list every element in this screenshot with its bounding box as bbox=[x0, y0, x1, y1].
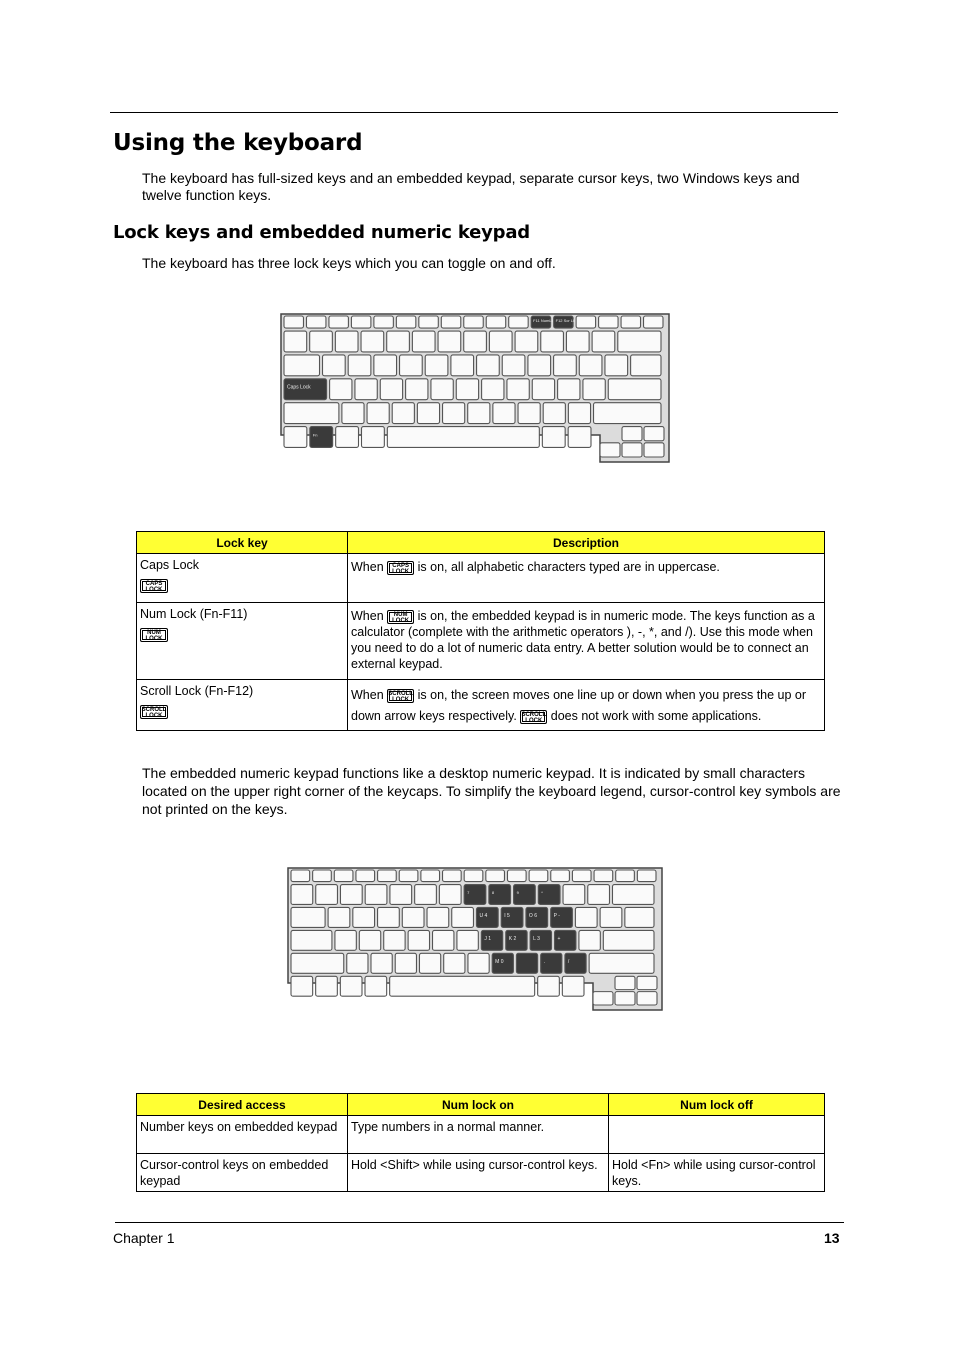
column-header: Num lock on bbox=[348, 1094, 609, 1116]
key bbox=[637, 976, 657, 989]
footer-chapter: Chapter 1 bbox=[113, 1230, 175, 1246]
key bbox=[452, 907, 474, 927]
table-cell: Hold <Shift> while using cursor-control keys. bbox=[348, 1154, 609, 1192]
lock-keys-table bbox=[136, 531, 825, 731]
function-key bbox=[441, 316, 460, 328]
keyboard-embedded-keypad-figure bbox=[287, 867, 663, 1011]
key bbox=[562, 976, 584, 996]
key-label: . bbox=[543, 958, 546, 965]
key bbox=[507, 379, 529, 400]
scroll-lock-f12-key bbox=[554, 316, 575, 328]
key bbox=[406, 379, 428, 400]
keycap-text: LOCK bbox=[145, 636, 163, 642]
key bbox=[361, 331, 384, 352]
key bbox=[583, 379, 605, 400]
intro-paragraph: The keyboard has full-sized keys and an embedded keypad, separate cursor keys, two Windows keys and twelve function keys. bbox=[142, 170, 800, 203]
key-label: Fn bbox=[312, 432, 318, 438]
table-cell: Hold <Fn> while using cursor-control keys. bbox=[609, 1154, 825, 1192]
function-key bbox=[599, 316, 618, 328]
keycap-text: LOCK bbox=[145, 587, 163, 593]
scroll-lock-key-icon bbox=[140, 705, 168, 719]
function-key bbox=[306, 316, 325, 328]
table-row bbox=[137, 1154, 825, 1192]
key-label: 9 bbox=[516, 889, 519, 895]
lock-key-cell bbox=[137, 603, 348, 680]
table-header-row bbox=[137, 1094, 825, 1116]
key bbox=[310, 331, 333, 352]
key bbox=[384, 930, 405, 950]
key bbox=[353, 907, 375, 927]
key bbox=[348, 355, 371, 376]
keycap-text: LOCK bbox=[392, 617, 410, 624]
column-header: Desired access bbox=[137, 1094, 348, 1116]
key-label: J 1 bbox=[484, 935, 491, 942]
function-key bbox=[551, 870, 570, 882]
keypad-key bbox=[476, 907, 498, 927]
key bbox=[603, 930, 654, 950]
arrow-left-key bbox=[593, 992, 613, 1005]
key bbox=[355, 379, 377, 400]
key bbox=[427, 907, 449, 927]
function-key bbox=[378, 870, 397, 882]
arrow-down-key bbox=[615, 992, 635, 1005]
key bbox=[291, 953, 344, 973]
scroll-lock-key-icon bbox=[520, 710, 547, 724]
key bbox=[395, 953, 416, 973]
key-label: F12 Scr Lk bbox=[555, 318, 575, 323]
function-key bbox=[351, 316, 370, 328]
function-key bbox=[486, 870, 505, 882]
key bbox=[359, 930, 380, 950]
column-header: Description bbox=[348, 532, 825, 554]
key bbox=[502, 355, 525, 376]
arrow-right-key bbox=[637, 992, 657, 1005]
footer-rule bbox=[115, 1222, 844, 1223]
table-cell bbox=[609, 1116, 825, 1154]
key bbox=[605, 355, 628, 376]
key bbox=[600, 907, 622, 927]
key-label: + bbox=[557, 935, 561, 942]
lock-key-name: Num Lock (Fn-F11) bbox=[140, 607, 248, 621]
keypad-key bbox=[481, 930, 502, 950]
key bbox=[380, 379, 402, 400]
num-lock-key-icon bbox=[387, 610, 414, 624]
function-key bbox=[507, 870, 526, 882]
key bbox=[625, 907, 654, 927]
function-key bbox=[594, 870, 613, 882]
key bbox=[618, 331, 661, 352]
description-text: is on, all alphabetic characters typed are in uppercase. bbox=[414, 560, 720, 574]
key-label: F11 NumLk bbox=[533, 318, 554, 323]
function-key bbox=[464, 870, 483, 882]
key-label: / bbox=[567, 958, 570, 965]
num-lock-f11-key bbox=[531, 316, 553, 328]
keycap-text: LOCK bbox=[392, 696, 410, 703]
caps-lock-key-icon bbox=[140, 579, 168, 593]
function-key bbox=[616, 870, 635, 882]
key bbox=[579, 355, 602, 376]
caps-lock-key-icon bbox=[387, 561, 414, 575]
spacebar-key bbox=[390, 976, 535, 996]
key bbox=[371, 953, 392, 973]
key bbox=[592, 331, 615, 352]
key bbox=[336, 427, 359, 448]
function-key bbox=[419, 316, 438, 328]
key bbox=[566, 331, 589, 352]
keypad-paragraph: The embedded numeric keypad functions like a desktop numeric keypad. It is indicated by small characters located on the upper right corner of the keycaps. To simplify the keyboard legend, cursor-control key symbols are not printed on the keys. bbox=[142, 765, 841, 817]
function-key bbox=[572, 870, 591, 882]
key bbox=[558, 379, 580, 400]
fn-key bbox=[310, 427, 333, 448]
description-text: When bbox=[351, 688, 384, 702]
key bbox=[528, 355, 551, 376]
key bbox=[374, 355, 397, 376]
key bbox=[412, 331, 435, 352]
key bbox=[284, 355, 320, 376]
function-key bbox=[313, 870, 332, 882]
key bbox=[594, 403, 661, 424]
lock-key-name: Caps Lock bbox=[140, 558, 200, 572]
key bbox=[284, 331, 307, 352]
key bbox=[417, 403, 439, 424]
keycap-text: SCROLL bbox=[521, 711, 547, 718]
function-key bbox=[637, 870, 656, 882]
table-cell: Cursor-control keys on embedded keypad bbox=[137, 1154, 348, 1192]
function-key bbox=[644, 316, 663, 328]
key bbox=[589, 953, 654, 973]
key bbox=[568, 403, 590, 424]
function-key bbox=[421, 870, 440, 882]
keypad-key bbox=[516, 953, 537, 973]
key bbox=[468, 953, 489, 973]
keypad-key bbox=[492, 953, 513, 973]
keycap-text: LOCK bbox=[145, 713, 163, 719]
key bbox=[456, 379, 478, 400]
table-row bbox=[137, 603, 825, 680]
keycap-text: LOCK bbox=[525, 717, 543, 724]
key bbox=[542, 427, 565, 448]
key bbox=[644, 427, 664, 441]
page-number: 13 bbox=[824, 1230, 840, 1246]
description-cell bbox=[348, 603, 825, 680]
key bbox=[541, 331, 564, 352]
keyboard-illustration bbox=[280, 313, 670, 463]
spacebar-key bbox=[387, 427, 539, 448]
key bbox=[439, 885, 461, 905]
keyboard-illustration bbox=[287, 867, 663, 1011]
key bbox=[468, 403, 490, 424]
key bbox=[444, 953, 465, 973]
function-key bbox=[399, 870, 418, 882]
keypad-key bbox=[464, 885, 486, 905]
key bbox=[477, 355, 500, 376]
key bbox=[464, 331, 487, 352]
key bbox=[378, 907, 400, 927]
description-text: is on, the screen moves one line up or down when you press the up or down arrow keys respectively. bbox=[351, 688, 807, 723]
keypad-key bbox=[526, 907, 548, 927]
key-label: Caps Lock bbox=[287, 384, 311, 391]
key bbox=[408, 930, 429, 950]
key bbox=[612, 885, 654, 905]
key bbox=[323, 355, 346, 376]
key-label: 7 bbox=[467, 889, 470, 895]
top-rule bbox=[110, 112, 838, 113]
key bbox=[316, 976, 338, 996]
key bbox=[579, 930, 600, 950]
key bbox=[518, 403, 540, 424]
description-cell bbox=[348, 554, 825, 603]
description-text: is on, the embedded keypad is in numeric mode. The keys function as a calculator (complete with the arithmetic operators ), -, *, and /). Use this mode when you need to do a lot of numeric data entry. A better solution would be to connect an external keypad. bbox=[351, 609, 815, 671]
function-key bbox=[529, 870, 548, 882]
function-key bbox=[576, 316, 595, 328]
keycap-text: SCROLL bbox=[141, 707, 167, 713]
key bbox=[284, 427, 307, 448]
table-cell: Type numbers in a normal manner. bbox=[348, 1116, 609, 1154]
key bbox=[328, 907, 350, 927]
key bbox=[438, 331, 461, 352]
key bbox=[367, 403, 389, 424]
key bbox=[493, 403, 515, 424]
key bbox=[335, 930, 356, 950]
key bbox=[347, 953, 368, 973]
description-cell bbox=[348, 680, 825, 731]
key bbox=[451, 355, 474, 376]
column-header: Lock key bbox=[137, 532, 348, 554]
key-label: I 5 bbox=[504, 912, 510, 919]
table-header-row bbox=[137, 532, 825, 554]
key bbox=[425, 355, 448, 376]
function-key bbox=[621, 316, 640, 328]
key-label: 8 bbox=[491, 889, 495, 895]
key bbox=[457, 930, 478, 950]
caps-lock-key bbox=[284, 379, 327, 400]
keycap-text: SCROLL bbox=[388, 690, 413, 697]
keypad-key bbox=[514, 885, 536, 905]
description-text: does not work with some applications. bbox=[547, 709, 762, 723]
key bbox=[489, 331, 512, 352]
page-title: Using the keyboard bbox=[113, 130, 363, 156]
keyboard-lock-keys-figure bbox=[280, 313, 670, 463]
key bbox=[402, 907, 424, 927]
key bbox=[554, 355, 577, 376]
function-key bbox=[443, 870, 462, 882]
key bbox=[335, 331, 358, 352]
keycap-text: CAPS bbox=[392, 562, 409, 569]
keypad-key bbox=[551, 907, 573, 927]
arrow-right-key bbox=[644, 443, 664, 457]
arrow-down-key bbox=[622, 443, 642, 457]
key bbox=[342, 403, 364, 424]
function-key bbox=[284, 316, 303, 328]
description-text: When bbox=[351, 560, 384, 574]
key bbox=[575, 907, 597, 927]
key bbox=[415, 885, 437, 905]
function-key bbox=[334, 870, 353, 882]
key-label: * bbox=[541, 889, 543, 895]
key bbox=[538, 976, 560, 996]
column-header: Num lock off bbox=[609, 1094, 825, 1116]
key bbox=[392, 403, 414, 424]
function-key bbox=[356, 870, 375, 882]
key bbox=[431, 379, 453, 400]
keypad-key bbox=[555, 930, 576, 950]
function-key bbox=[374, 316, 393, 328]
key-label: M 0 bbox=[495, 958, 504, 965]
key bbox=[291, 907, 325, 927]
key bbox=[291, 885, 313, 905]
function-key bbox=[509, 316, 528, 328]
key-label: P - bbox=[553, 912, 560, 919]
keypad-key bbox=[501, 907, 523, 927]
keycap-text: NUM bbox=[147, 630, 161, 636]
table-row bbox=[137, 1116, 825, 1154]
key bbox=[631, 355, 661, 376]
key bbox=[340, 885, 362, 905]
key bbox=[588, 885, 610, 905]
function-key bbox=[464, 316, 483, 328]
key bbox=[291, 930, 332, 950]
lock-key-cell bbox=[137, 554, 348, 603]
keypad-key bbox=[506, 930, 527, 950]
keycap-text: CAPS bbox=[145, 581, 163, 587]
subsection-title: Lock keys and embedded numeric keypad bbox=[113, 222, 530, 243]
keycap-text: NUM bbox=[393, 611, 408, 618]
key bbox=[291, 976, 313, 996]
arrow-up-key bbox=[615, 976, 635, 989]
key bbox=[543, 403, 565, 424]
key bbox=[284, 403, 339, 424]
keypad-key bbox=[489, 885, 511, 905]
key bbox=[330, 379, 352, 400]
key bbox=[362, 427, 385, 448]
function-key bbox=[396, 316, 415, 328]
lock-key-cell bbox=[137, 680, 348, 731]
arrow-up-key bbox=[622, 427, 642, 441]
keypad-key bbox=[541, 953, 562, 973]
key bbox=[532, 379, 554, 400]
key bbox=[365, 976, 387, 996]
key bbox=[387, 331, 410, 352]
key bbox=[482, 379, 504, 400]
lock-key-name: Scroll Lock (Fn-F12) bbox=[140, 684, 254, 698]
keycap-text: LOCK bbox=[392, 568, 410, 575]
key bbox=[443, 403, 465, 424]
key-label: K 2 bbox=[508, 935, 517, 942]
function-key bbox=[291, 870, 310, 882]
key-label: L 3 bbox=[533, 935, 540, 942]
key bbox=[316, 885, 338, 905]
key bbox=[390, 885, 412, 905]
key bbox=[433, 930, 454, 950]
key-label: U 4 bbox=[479, 912, 488, 919]
key bbox=[419, 953, 440, 973]
keypad-access-table bbox=[136, 1093, 825, 1192]
arrow-left-key bbox=[600, 443, 620, 457]
key bbox=[365, 885, 387, 905]
scroll-lock-key-icon bbox=[387, 689, 414, 703]
key bbox=[608, 379, 661, 400]
keypad-key bbox=[538, 885, 560, 905]
num-lock-key-icon bbox=[140, 628, 168, 642]
table-row bbox=[137, 554, 825, 603]
key-label: O 6 bbox=[528, 912, 537, 919]
key bbox=[400, 355, 423, 376]
keypad-key bbox=[565, 953, 586, 973]
keypad-key bbox=[530, 930, 551, 950]
subsection-intro: The keyboard has three lock keys which you can toggle on and off. bbox=[142, 255, 556, 271]
key bbox=[515, 331, 538, 352]
key bbox=[568, 427, 591, 448]
key bbox=[563, 885, 585, 905]
key bbox=[340, 976, 362, 996]
table-row bbox=[137, 680, 825, 731]
function-key bbox=[329, 316, 348, 328]
function-key bbox=[486, 316, 505, 328]
description-text: When bbox=[351, 609, 384, 623]
table-cell: Number keys on embedded keypad bbox=[137, 1116, 348, 1154]
